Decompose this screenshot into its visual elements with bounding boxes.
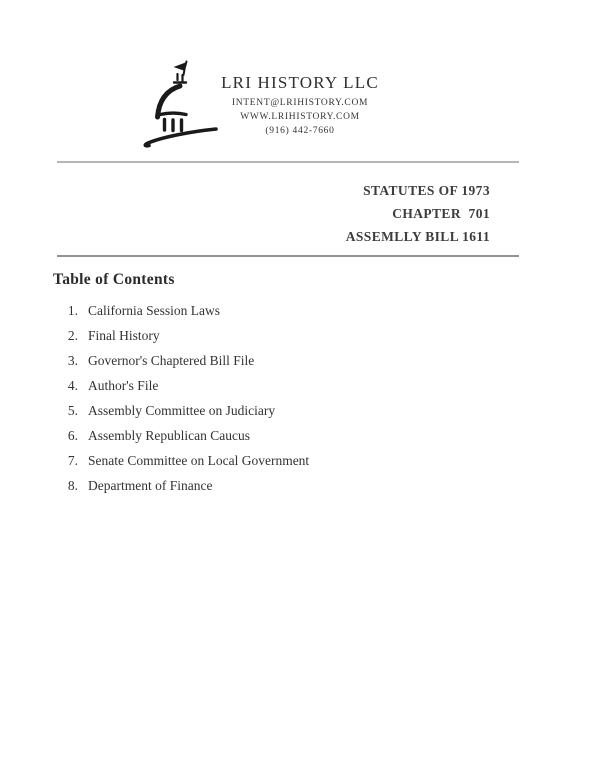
- toc-item-number: 6.: [67, 428, 78, 443]
- toc-item-number: 4.: [67, 378, 78, 393]
- chapter-line: CHAPTER 701: [392, 206, 490, 221]
- toc-item: [53, 328, 309, 353]
- toc-item-number: 1.: [67, 303, 78, 318]
- toc-item-label: Department of Finance: [88, 478, 213, 493]
- toc-item-number: 2.: [67, 328, 78, 343]
- toc-item: [53, 303, 309, 328]
- toc-item-number: 3.: [67, 353, 78, 368]
- toc-item: [53, 403, 309, 428]
- toc-item: [53, 378, 309, 403]
- contact-phone: (916) 442-7660: [265, 125, 335, 136]
- assembly-bill-line: ASSEMLLY BILL 1611: [345, 229, 490, 244]
- toc-item-number: 5.: [67, 403, 78, 418]
- toc-title: Table of Contents: [53, 271, 175, 288]
- contact-email: INTENT@LRIHISTORY.COM: [231, 98, 369, 108]
- toc-item: [53, 478, 309, 503]
- toc-item-number: 8.: [67, 478, 78, 493]
- bill-reference-block: [346, 179, 490, 248]
- toc-item-label: Author's File: [88, 378, 159, 393]
- company-name: LRI HISTORY LLC: [221, 73, 379, 92]
- toc-item: [53, 353, 309, 378]
- toc-item-label: Senate Committee on Local Government: [88, 453, 310, 468]
- toc-item-label: Assembly Committee on Judiciary: [88, 403, 276, 418]
- toc-item: [53, 428, 309, 453]
- divider-bottom: [57, 255, 519, 257]
- contact-website: WWW.LRIHISTORY.COM: [240, 111, 360, 122]
- toc-item: [53, 453, 309, 478]
- toc-list: [53, 303, 309, 503]
- toc-item-label: Governor's Chaptered Bill File: [88, 353, 255, 368]
- divider-top: [57, 161, 519, 163]
- toc-item-label: Assembly Republican Caucus: [88, 428, 250, 443]
- toc-item-label: California Session Laws: [88, 303, 220, 318]
- toc-item-number: 7.: [67, 453, 78, 468]
- statutes-line: STATUTES OF 1973: [363, 183, 490, 198]
- toc-item-label: Final History: [88, 328, 160, 343]
- letterhead: [0, 73, 600, 138]
